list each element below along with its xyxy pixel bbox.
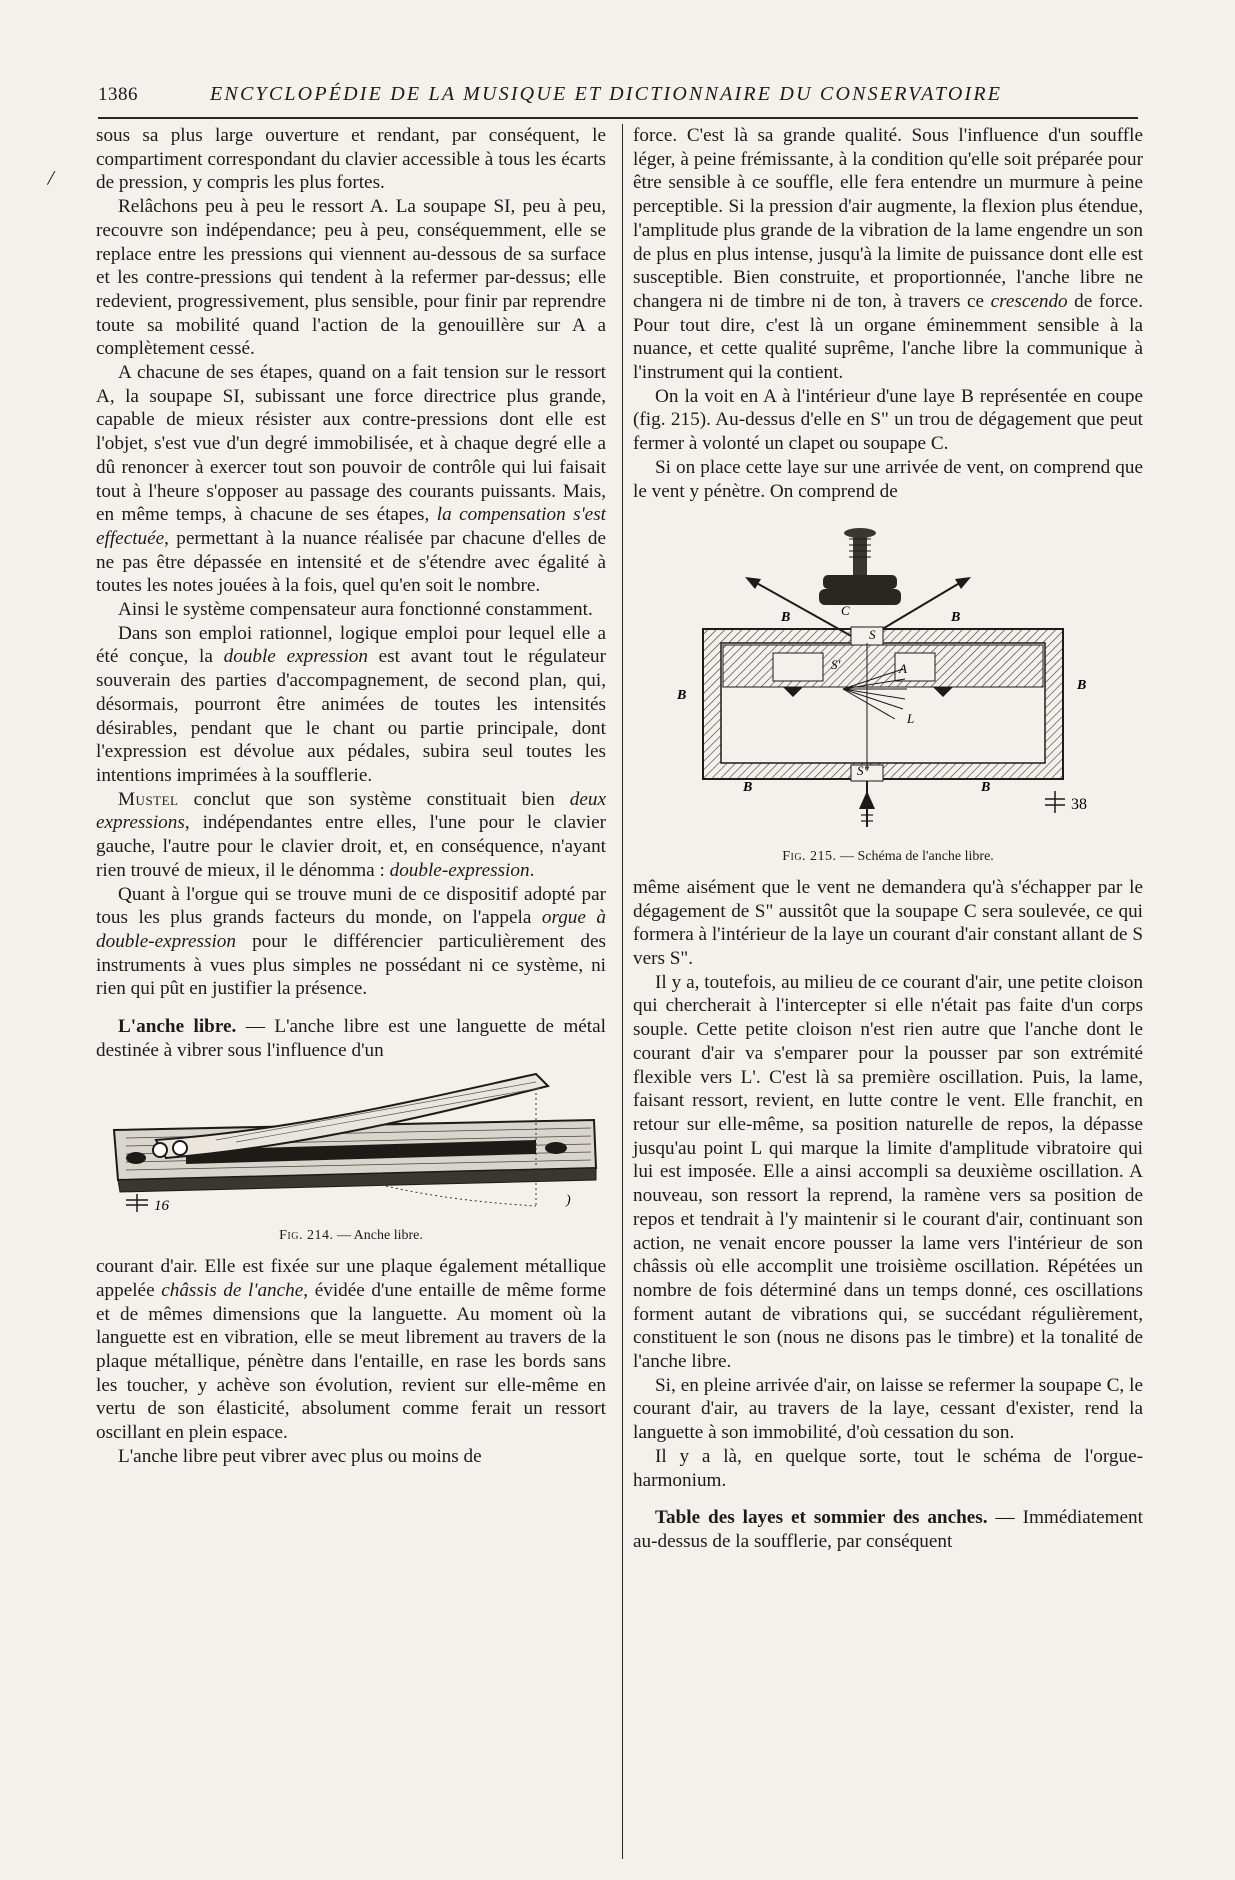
page-number: 1386 [98,84,138,105]
figure-caption: Fig. 214. — Anche libre. [279,1228,423,1244]
paragraph: On la voit en A à l'intérieur d'une laye B représentée en coupe (fig. 215). Au-dessus d'elle en S" un trou de dégagement que peut fermer à volonté un clapet ou soupape C. [633,385,1143,455]
svg-text:B: B [1077,678,1087,694]
paragraph: Ainsi le système compensateur aura fonctionné constamment. [118,599,593,621]
right-column [633,124,1143,1554]
paragraph: Mustel conclut que son système constituait bien deux expressions, indépendantes entre elles, l'une pour le clavier gauche, l'autre pour le clavier droit, et, en conséquence, n'ayant rien trouvé de mieux, il le dénomma : double-expression. [96,788,606,881]
fig214-mark: 16 [154,1198,169,1215]
figure-214 [96,1068,606,1245]
paragraph: L'anche libre peut vibrer avec plus ou moins de [118,1445,482,1467]
paragraph: Dans son emploi rationnel, logique emploi pour lequel elle a été conçue, la double expression est avant tout le régulateur souverain des parties d'accompagnement, de second plan, qui, désormais, pourront être animées de toutes les intensités désirables, pendant que le chant ou partie principale, dont l'expression est dévolue aux pédales, subira seul toutes les intentions imprimées à la soufflerie. [96,622,606,786]
left-column [96,124,606,1468]
svg-text:B: B [743,780,753,796]
section-table-des-layes: Table des layes et sommier des anches. — Immédiatement au-dessus de la soufflerie, par conséquent [633,1507,1143,1552]
figure-caption: Fig. 215. — Schéma de l'anche libre. [782,848,994,864]
svg-text:A: A [899,661,907,677]
paragraph: Il y a là, en quelque sorte, tout le schéma de l'orgue-harmonium. [633,1445,1143,1491]
svg-text:S: S [869,627,876,643]
paragraph: Il y a, toutefois, au milieu de ce courant d'air, une petite cloison qui chercherait à l'intercepter si elle n'était pas faite d'un corps souple. Cette petite cloison n'est rien autre que l'anche dont le courant d'air va s'emparer pour la pousser par son extrémité flexible vers L'. C'est là sa première oscillation. Puis, la lame, faisant ressort, revient, en lutte contre le vent. Elle franchit, en retour sur elle-même, sa position naturelle de repos, la dépasse jusqu'au point L qui marque la limite d'amplitude vibratoire qui lui est imposée. Elle a ainsi accompli sa deuxième oscillation. A nouveau, son ressort la reprend, la ramène vers sa position de repos et tendrait à l'y maintenir si le courant d'air, continuant son action, ne venait encore pousser la lame vers l'intérieur de son châssis où elle accomplit une troisième oscillation. Répétées un nombre de fois déterminé dans un temps donné, ces oscillations forment autant de vibrations qui, se succédant régulièrement, constituent le son (nous ne disons pas le timbre) et la tonalité de l'anche libre. [633,971,1143,1373]
engraver-mark-icon [126,1194,148,1212]
svg-text:B: B [951,610,961,626]
paragraph: Si, en pleine arrivée d'air, on laisse se refermer la soupape C, le courant d'air, au travers de la laye, cessant d'exister, rend la languette à son immobilité, d'où cessation du son. [633,1374,1143,1444]
running-title: ENCYCLOPÉDIE DE LA MUSIQUE ET DICTIONNAIRE DU CONSERVATOIRE [210,83,1003,105]
paragraph: sous sa plus large ouverture et rendant, par conséquent, le compartiment correspondant du clavier accessible à tous les écarts de pression, y compris les plus fortes. [96,125,606,194]
free-reed-illustration [96,1068,606,1218]
column-divider [622,124,623,1859]
svg-text:L: L [907,711,915,727]
svg-text:B: B [981,780,991,796]
paragraph: Si on place cette laye sur une arrivée de vent, on comprend que le vent y pénètre. On comprend de [633,456,1143,502]
paragraph: courant d'air. Elle est fixée sur une plaque également métallique appelée châssis de l'anche, évidée d'une entaille de même forme et de mêmes dimensions que la languette. Au moment où la languette est en vibration, elle se meut librement au travers de la plaque métallique, pénètre dans l'entaille, en rase les bords sans les toucher, y achève son évolution, revient sur elle-même en vertu de son élasticité, absolument comme ferait un ressort oscillant en plein espace. [96,1256,606,1444]
margin-pencil-mark: / [45,164,57,191]
figure-215 [633,509,1143,866]
fig215-mark: 38 [1071,796,1087,814]
svg-text:C: C [841,603,850,619]
paragraph: Relâchons peu à peu le ressort A. La soupape SI, peu à peu, recouvre son indépendance; peu à peu, conséquemment, elle se replace entre les pressions qui viennent au-dessous de sa surface et les contre-pressions qui tendent à la refermer par-dessus; elle redevient, progressivement, plus sensible, pour finir par reprendre toute sa mobilité quand l'action de la genouillère sur A a complètement cessé. [96,196,606,360]
paragraph: Quant à l'orgue qui se trouve muni de ce dispositif adopté par tous les plus grands facteurs du monde, on l'appela orgue à double-expression pour le différencier particulièrement des instruments à vues plus simples ne possédant ni ce système, ni rien qui pût en justifier la présence. [96,883,606,1000]
paragraph: A chacune de ses étapes, quand on a fait tension sur le ressort A, la soupape SI, subissant une force directrice plus grande, capable de mieux résister aux contre-pressions dont elle est l'objet, s'est vue d'un degré immobilisée, et à chaque degré elle a dû renoncer à exercer tout son pouvoir de contrôle qui lui faisait tout à l'heure s'opposer au passage des courants puissants. Mais, en même temps, à chacune de ses étapes, la compensation s'est effectuée, permettant à la nuance réalisée par chacune d'elles de ne pas être dépassée en intensité et de s'étendre avec égalité à toutes les notes jouées à la fois, quel qu'en soit le nombre. [96,362,606,597]
svg-text:S': S' [831,657,841,673]
svg-text:): ) [566,1193,571,1209]
free-reed-schematic [633,509,1143,839]
page-header [98,84,1138,112]
engraver-mark-icon [1045,791,1065,813]
section-anche-libre: L'anche libre. — L'anche libre est une languette de métal destinée à vibrer sous l'influence d'un [96,1016,606,1061]
paragraph: même aisément que le vent ne demandera qu'à s'échapper par le dégagement de S" aussitôt que la soupape C sera soulevée, ce qui formera à l'intérieur de la laye un courant d'air constant allant de S vers S". [633,876,1143,970]
paragraph: force. C'est là sa grande qualité. Sous l'influence d'un souffle léger, à peine frémissante, à la condition qu'elle soit préparée pour être sensible à ce souffle, elle fera entendre un murmure à peine perceptible. Si la pression d'air augmente, la flexion plus étendue, l'amplitude plus grande de la vibration de la lame engendre un son de plus en plus intense, jusqu'à la limite de puissance dont elle est susceptible. Bien construite, et proportionnée, l'anche libre ne changera ni de timbre ni de ton, à travers ce crescendo de force. Pour tout dire, c'est là un organe éminemment sensible à la nuance, et cette qualité suprême, l'anche libre la communique à l'instrument qui la contient. [633,125,1143,384]
svg-text:B: B [781,610,791,626]
svg-text:S": S" [857,763,869,779]
header-rule [98,117,1138,119]
svg-text:B: B [677,688,687,704]
